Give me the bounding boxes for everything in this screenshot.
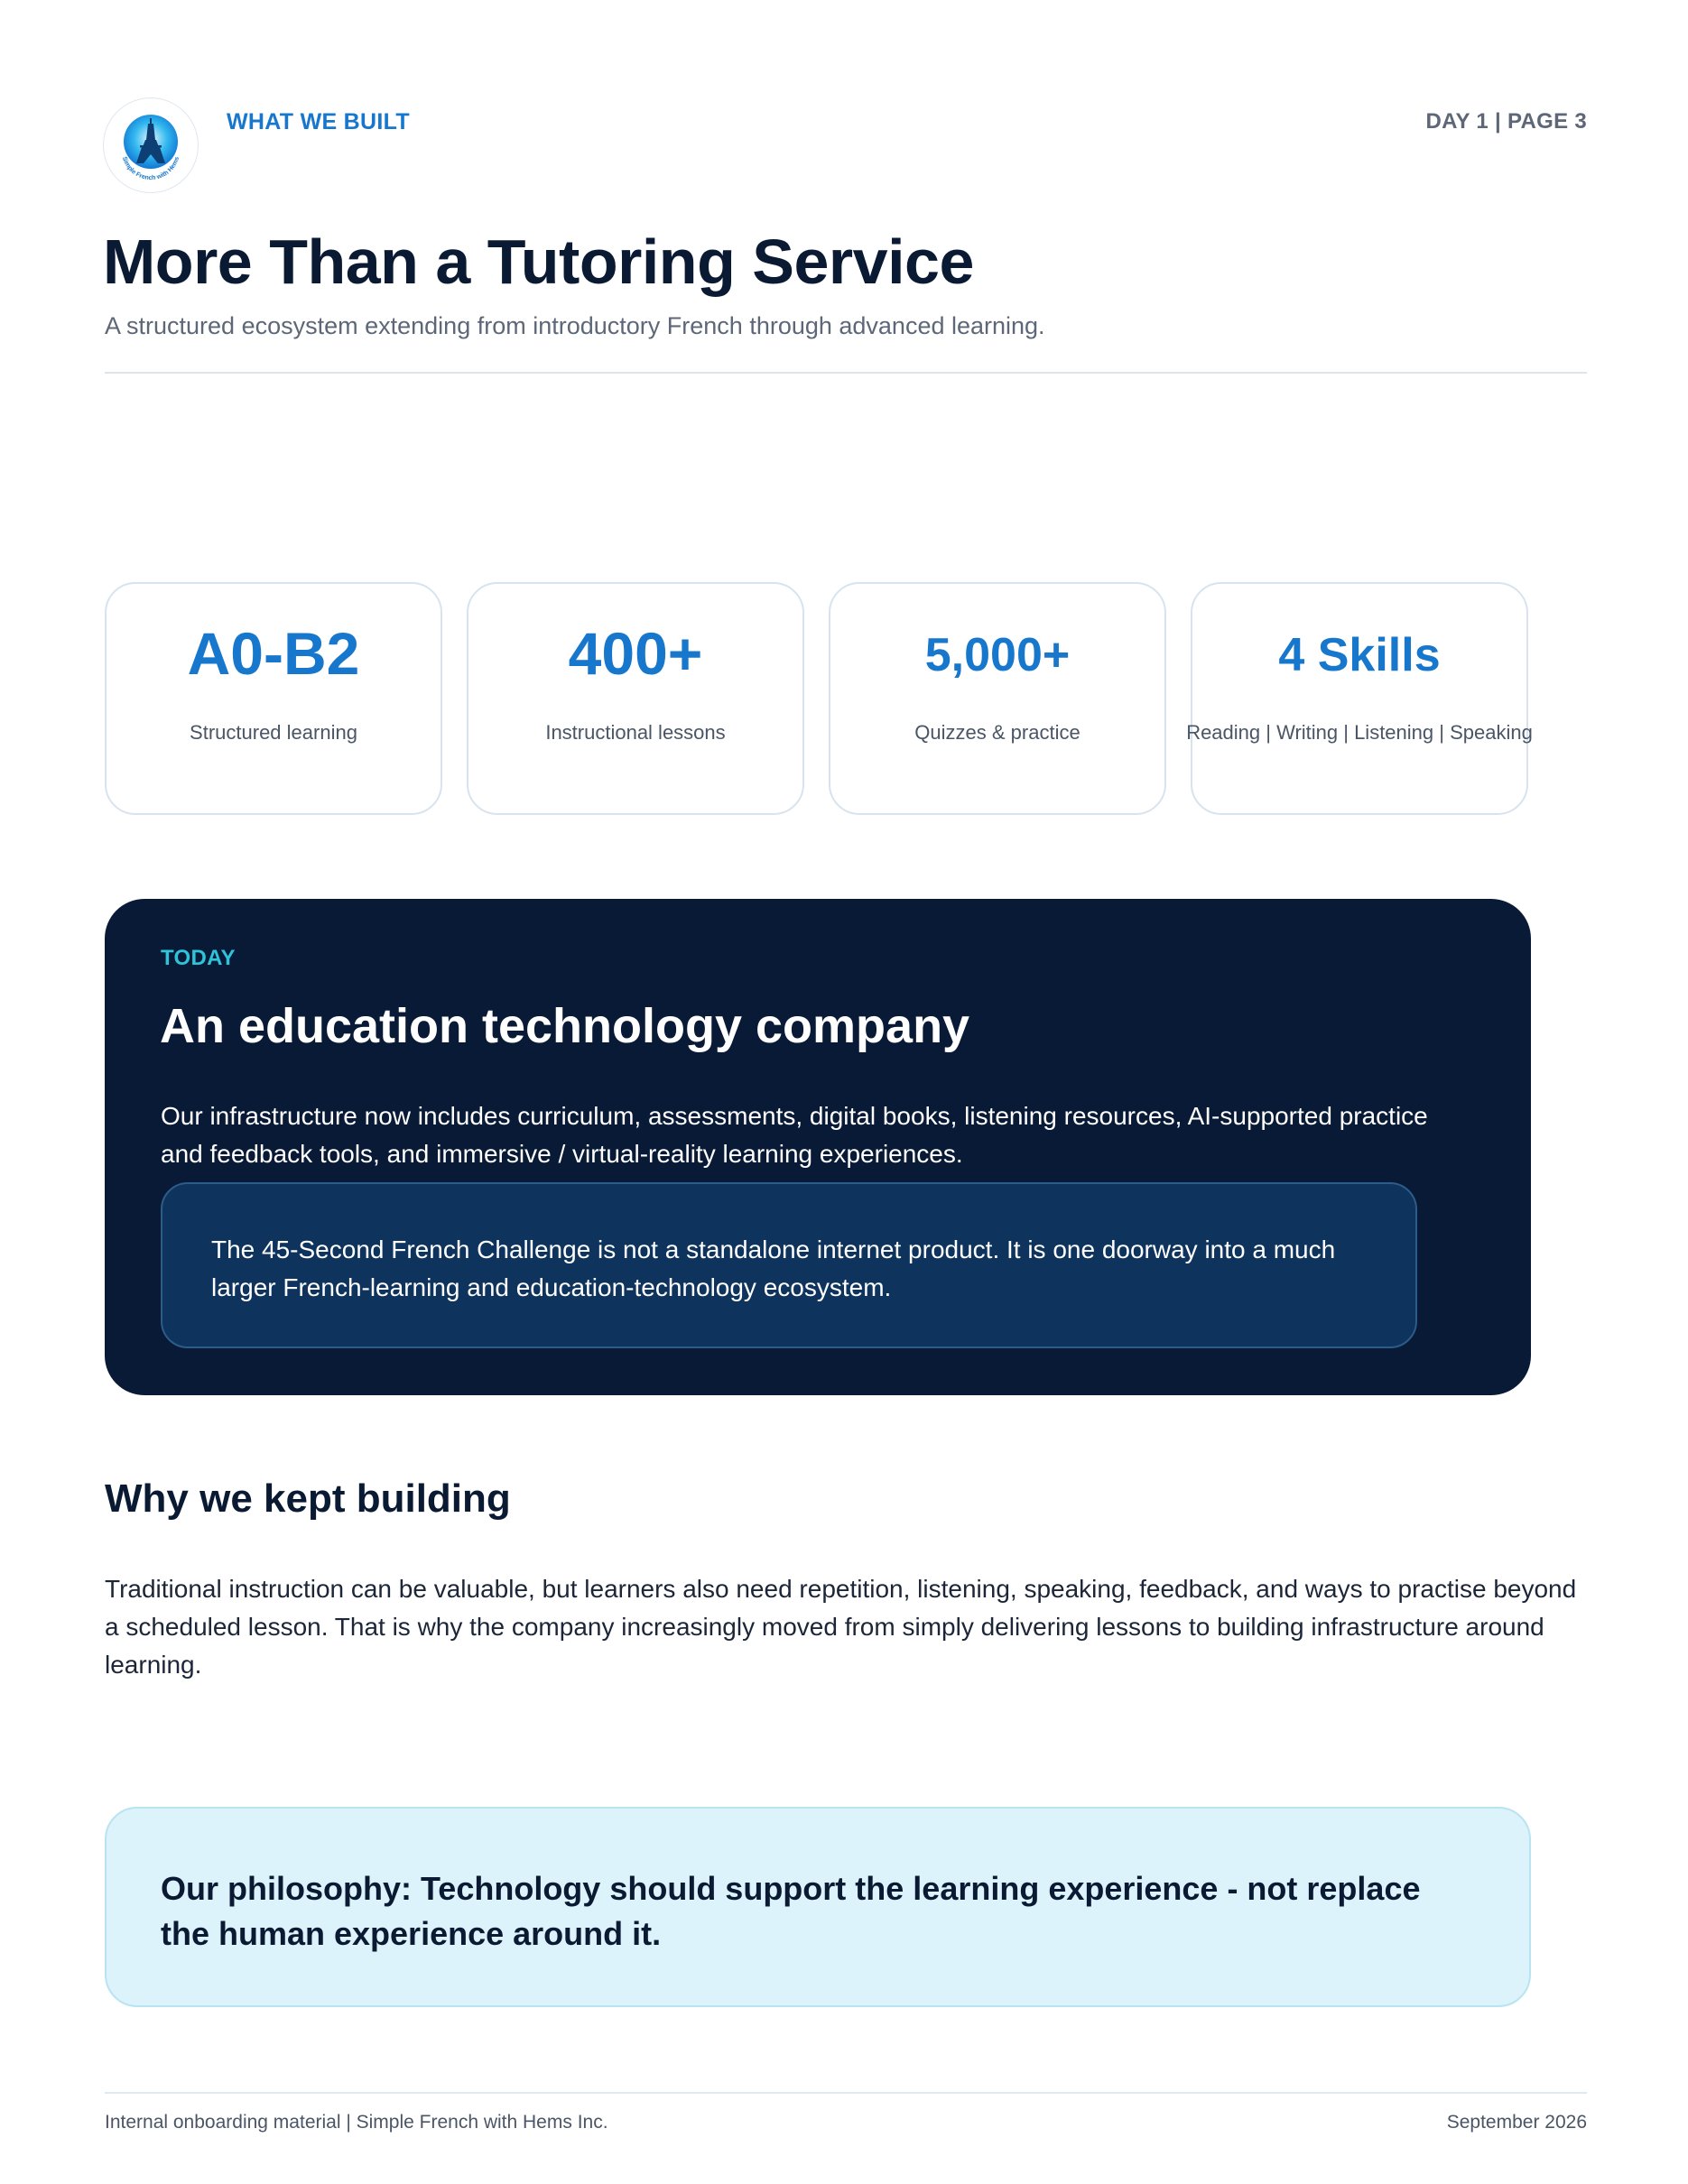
philosophy-callout [105,1807,1531,2007]
stat-label: Reading | Writing | Listening | Speaking [1186,721,1533,744]
stat-card-quizzes [829,582,1166,815]
today-body: Our infrastructure now includes curriculum, assessments, digital books, listening resources, AI-supported practice and feedback tools, and immersive / virtual-reality learning experiences. [161,1102,1428,1168]
page-title: More Than a Tutoring Service [103,227,974,297]
stat-value: 5,000+ [924,629,1071,681]
eiffel-tower-logo-icon [106,100,196,190]
stat-label: Quizzes & practice [914,721,1081,744]
page-subtitle: A structured ecosystem extending from introductory French through advanced learning. [105,312,1045,339]
today-title: An education technology company [160,999,970,1053]
stat-card-lessons [467,582,804,815]
page-number: DAY 1 | PAGE 3 [1425,109,1587,134]
stat-value: 400+ [568,620,703,687]
footer-date: September 2026 [1446,2112,1587,2133]
header-divider [105,372,1587,374]
section-tag: WHAT WE BUILT [227,109,410,134]
stat-value: A0-B2 [187,620,360,687]
stat-label: Structured learning [190,721,357,744]
philosophy-text: Our philosophy: Technology should support the learning experience - not replace the human experience around it. [161,1870,1421,1952]
why-heading: Why we kept building [105,1476,511,1521]
today-panel [105,899,1531,1395]
stat-card-skills [1186,582,1533,815]
challenge-callout-text: The 45-Second French Challenge is not a standalone internet product. It is one doorway into a much larger French-learning and education-technology ecosystem. [211,1235,1336,1301]
challenge-callout [161,1182,1417,1348]
today-tag: TODAY [161,946,236,970]
stat-label: Instructional lessons [545,721,726,744]
company-logo [103,97,199,193]
footer-note: Internal onboarding material | Simple French with Hems Inc. [105,2112,608,2133]
why-body: Traditional instruction can be valuable, but learners also need repetition, listening, speaking, feedback, and ways to practise beyond a scheduled lesson. That is why the company increasingly moved from simply delivering lessons to building infrastructure around learning. [105,1575,1577,1679]
stat-value: 4 Skills [1278,629,1441,681]
svg-text:Simple French with Hems: Simple French with Hems [120,155,181,182]
stats-row [105,582,1533,815]
stat-card-levels [105,582,442,815]
footer-divider [105,2092,1587,2094]
